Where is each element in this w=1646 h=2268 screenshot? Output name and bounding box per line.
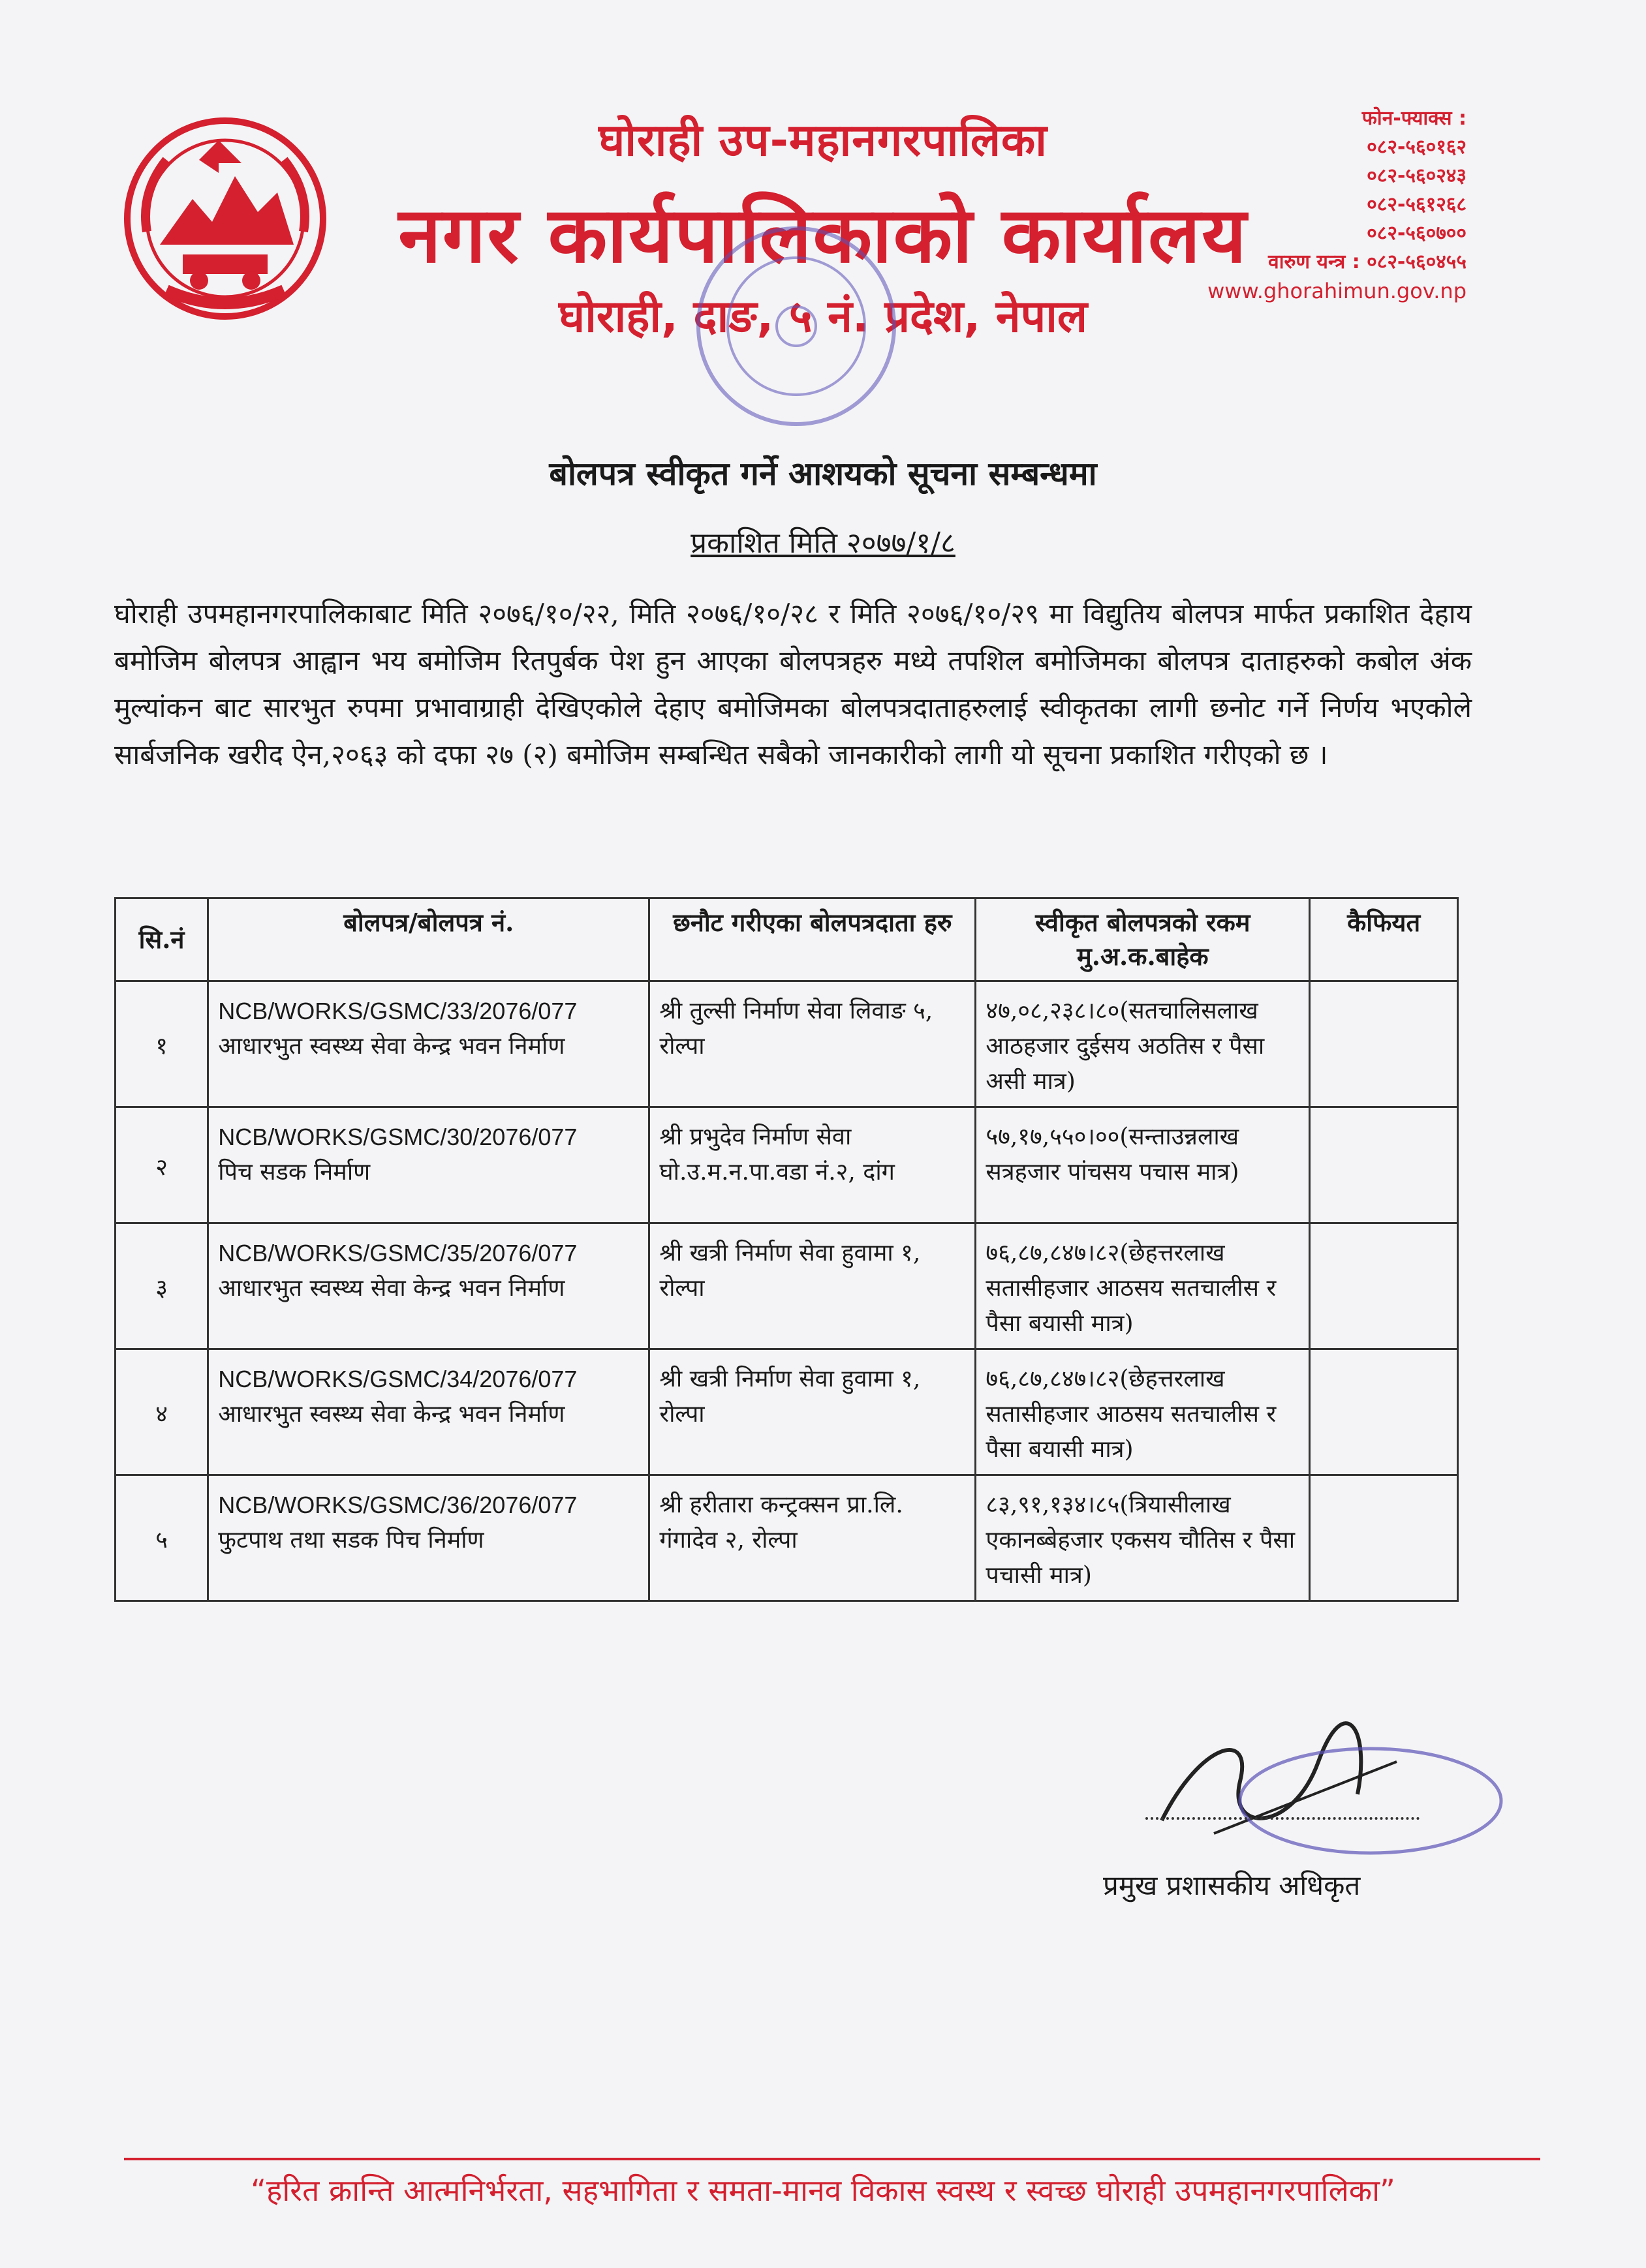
cell-sn: २ bbox=[116, 1107, 208, 1223]
bid-code: NCB/WORKS/GSMC/35/2076/077 bbox=[218, 1240, 578, 1266]
phone-number: ०८२-५६०७०० bbox=[1367, 222, 1467, 245]
cell-sn: ३ bbox=[116, 1223, 208, 1349]
cell-bidder: श्री खत्री निर्माण सेवा हुवामा १, रोल्पा bbox=[649, 1349, 976, 1475]
col-header-bidder: छनौट गरीएका बोलपत्रदाता हरु bbox=[649, 898, 976, 981]
bid-work: फुटपाथ तथा सडक पिच निर्माण bbox=[218, 1527, 484, 1554]
cell-sn: ५ bbox=[116, 1475, 208, 1601]
cell-bid-no bbox=[208, 981, 649, 1107]
bid-code: NCB/WORKS/GSMC/36/2076/077 bbox=[218, 1492, 578, 1518]
bid-code: NCB/WORKS/GSMC/34/2076/077 bbox=[218, 1366, 578, 1392]
cell-remarks bbox=[1310, 1349, 1458, 1475]
signatory-title: प्रमुख प्रशासकीय अधिकृत bbox=[1103, 1869, 1361, 1901]
cell-bidder: श्री खत्री निर्माण सेवा हुवामा १, रोल्पा bbox=[649, 1223, 976, 1349]
signature-line bbox=[1145, 1817, 1420, 1820]
cell-amount: ८३,९१,१३४।८५(त्रियासीलाख एकानब्बेहजार एकसय चौतिस र पैसा पचासी मात्र) bbox=[976, 1475, 1310, 1601]
cell-amount: ७६,८७,८४७।८२(छेहत्तरलाख सतासीहजार आठसय सतचालीस र पैसा बयासी मात्र) bbox=[976, 1349, 1310, 1475]
phone-number: ०८२-५६१२६८ bbox=[1367, 193, 1467, 216]
cell-remarks bbox=[1310, 1107, 1458, 1223]
phone-number: ०८२-५६०२४३ bbox=[1367, 164, 1467, 187]
cell-sn: १ bbox=[116, 981, 208, 1107]
cell-bidder: श्री हरीतारा कन्ट्रक्सन प्रा.लि. गंगादेव २, रोल्पा bbox=[649, 1475, 976, 1601]
office-name: नगर कार्यपालिकाको कार्यालय bbox=[398, 190, 1248, 280]
phone-number: ०८२-५६०१६२ bbox=[1367, 136, 1467, 159]
bid-work: आधारभुत स्वस्थ्य सेवा केन्द्र भवन निर्माण bbox=[218, 1033, 565, 1060]
phone-label: फोन-फ्याक्स : bbox=[1361, 107, 1467, 130]
cell-remarks bbox=[1310, 981, 1458, 1107]
cell-amount: ७६,८७,८४७।८२(छेहत्तरलाख सतासीहजार आठसय सतचालीस र पैसा बयासी मात्र) bbox=[976, 1223, 1310, 1349]
table-row bbox=[116, 1223, 1458, 1349]
table-row bbox=[116, 1475, 1458, 1601]
col-header-remarks: कैफियत bbox=[1310, 898, 1458, 981]
org-name: घोराही उप-महानगरपालिका bbox=[598, 115, 1048, 166]
cell-bid-no bbox=[208, 1475, 649, 1601]
bid-work: पिच सडक निर्माण bbox=[218, 1159, 371, 1186]
table-row bbox=[116, 1349, 1458, 1475]
footer-divider bbox=[124, 2158, 1540, 2160]
cell-bidder: श्री तुल्सी निर्माण सेवा लिवाङ ५, रोल्पा bbox=[649, 981, 976, 1107]
bid-work: आधारभुत स्वस्थ्य सेवा केन्द्र भवन निर्माण bbox=[218, 1401, 565, 1428]
notice-body: घोराही उपमहानगरपालिकाबाट मिति २०७६/१०/२२, मिति २०७६/१०/२८ र मिति २०७६/१०/२९ मा विद्युतिय बोलपत्र मार्फत प्रकाशित देहाय बमोजिम बोलपत्र आह्वान भय बमोजिम रितपुर्बक पेश हुन आएका बोलपत्रहरु मध्ये तपशिल बमोजिमका बोलपत्र दाताहरुको कबोल अंक मुल्यांकन बाट सारभुत रुपमा प्रभावाग्राही देखिएकोले देहाए बमोजिमका बोलपत्रदाताहरुलाई स्वीकृतका लागी छनोट गर्ने निर्णय भएकोले सार्बजनिक खरीद ऐन,२०६३ को दफा २७ (२) बमोजिम सम्बन्धित सबैको जानकारीको लागी यो सूचना प्रकाशित गरीएको छ । bbox=[114, 598, 1472, 771]
signature-icon bbox=[1123, 1703, 1514, 1873]
table-header-row bbox=[116, 898, 1458, 981]
bid-work: आधारभुत स्वस्थ्य सेवा केन्द्र भवन निर्माण bbox=[218, 1275, 565, 1302]
website-link[interactable]: www.ghorahimun.gov.np bbox=[1207, 279, 1467, 303]
cell-bid-no bbox=[208, 1223, 649, 1349]
office-address: घोराही, दाङ, ५ नं. प्रदेश, नेपाल bbox=[559, 291, 1087, 343]
office-stamp-icon bbox=[659, 215, 933, 437]
contact-block bbox=[1207, 104, 1467, 305]
col-header-sn: सि.नं bbox=[116, 898, 208, 981]
table-row bbox=[116, 1107, 1458, 1223]
cell-bid-no bbox=[208, 1349, 649, 1475]
bid-code: NCB/WORKS/GSMC/33/2076/077 bbox=[218, 998, 578, 1024]
notice-subject: बोलपत्र स्वीकृत गर्ने आशयको सूचना सम्बन्धमा bbox=[549, 454, 1097, 493]
cell-sn: ४ bbox=[116, 1349, 208, 1475]
bid-code: NCB/WORKS/GSMC/30/2076/077 bbox=[218, 1124, 578, 1150]
publish-date: प्रकाशित मिति २०७७/१/८ bbox=[691, 527, 955, 560]
fire-number: वारुण यन्त्र : ०८२-५६०४५५ bbox=[1268, 251, 1467, 273]
cell-remarks bbox=[1310, 1223, 1458, 1349]
col-header-amount: स्वीकृत बोलपत्रको रकम मु.अ.क.बाहेक bbox=[976, 898, 1310, 981]
footer-slogan: “हरित क्रान्ति आत्मनिर्भरता, सहभागिता र समता-मानव विकास स्वस्थ र स्वच्छ घोराही उपमहानगरपालिका” bbox=[251, 2173, 1395, 2208]
table-row bbox=[116, 981, 1458, 1107]
bid-table bbox=[114, 897, 1459, 1602]
cell-amount: ५७,१७,५५०।००(सन्ताउन्नलाख सत्रहजार पांचसय पचास मात्र) bbox=[976, 1107, 1310, 1223]
cell-bid-no bbox=[208, 1107, 649, 1223]
col-header-bid-no: बोलपत्र/बोलपत्र नं. bbox=[208, 898, 649, 981]
cell-remarks bbox=[1310, 1475, 1458, 1601]
cell-amount: ४७,०८,२३८।८०(सतचालिसलाख आठहजार दुईसय अठतिस र पैसा असी मात्र) bbox=[976, 981, 1310, 1107]
cell-bidder: श्री प्रभुदेव निर्माण सेवा घो.उ.म.न.पा.वडा नं.२, दांग bbox=[649, 1107, 976, 1223]
